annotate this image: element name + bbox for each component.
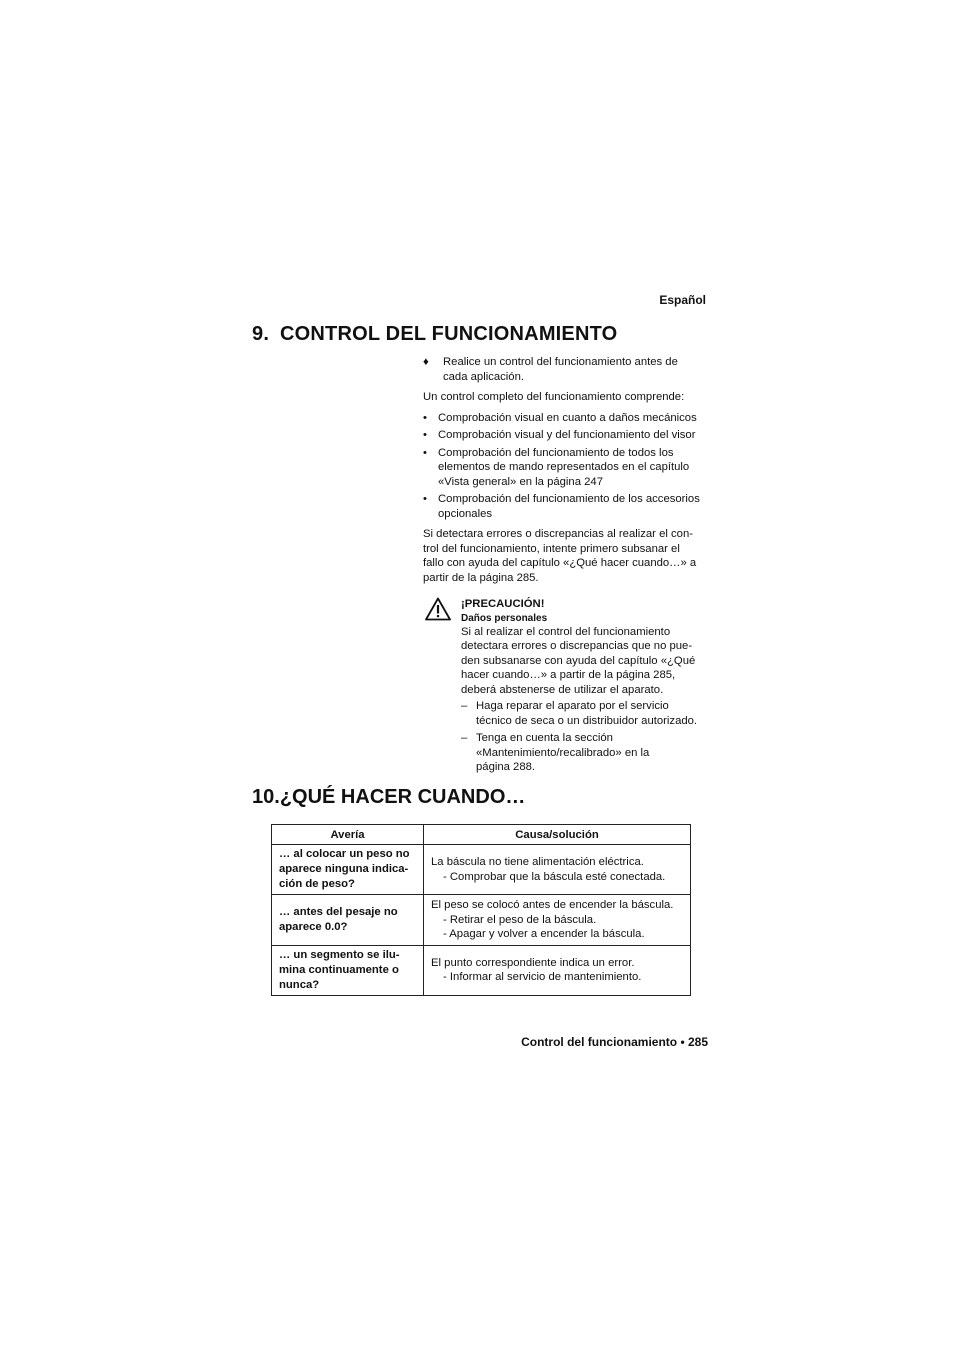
paragraph-line: partir de la página 285. [423,571,539,584]
bullet-line: opcionales [438,507,493,520]
section-10-title: ¿QUÉ HACER CUANDO… [279,786,526,808]
caution-line: hacer cuando…» a partir de la página 285, [461,669,676,681]
caution-dash-item [461,699,713,728]
bullet-line: Comprobación visual y del funcionamiento del visor [438,429,696,441]
dash-line: «Mantenimiento/recalibrado» en la [476,746,650,759]
table-header-fault: Avería [272,825,424,845]
bullet-icon: • [423,493,427,505]
cause-text: El punto correspondiente indica un error. [431,956,635,969]
cause-text: El peso se colocó antes de encender la báscula. [431,899,674,911]
page-footer: Control del funcionamiento • 285 [521,1035,708,1049]
table-row [272,895,691,946]
warning-triangle-icon [425,597,451,621]
diamond-icon: ♦ [423,356,429,368]
paragraph-line: Si detectara errores o discrepancias al realizar el con- [423,528,693,540]
caution-box [423,597,713,775]
caution-title: ¡PRECAUCIÓN! [461,598,545,610]
paragraph [423,527,713,585]
caution-subtitle: Daños personales [461,612,548,624]
section-10-heading [252,786,525,809]
table-row [272,845,691,895]
bullet-line: elementos de mando representados en el capítulo [438,461,690,473]
paragraph-line: fallo con ayuda del capítulo «¿Qué hacer cuando…» a [423,557,697,569]
fault-line: mina continuamente o [279,963,399,976]
section-9-body [423,355,713,775]
dash-line: técnico de seca o un distribuidor autorizado. [476,714,698,727]
bullet-line: «Vista general» en la página 247 [438,475,603,488]
table-header-cause: Causa/solución [424,825,691,845]
cause-cell [424,945,691,995]
bullet-line: Comprobación visual en cuanto a daños mecánicos [438,411,697,424]
solution-line: - Comprobar que la báscula esté conectada. [443,870,666,883]
dash-line: Haga reparar el aparato por el servicio [476,700,669,712]
fault-line: aparece 0.0? [279,920,348,933]
instruction-line: cada aplicación. [443,370,525,383]
fault-line: ción de peso? [279,878,355,890]
instruction-line: Realice un control del funcionamiento antes de [443,356,678,368]
dash-icon: – [461,732,468,744]
caution-dash-item [461,731,713,775]
fault-cell [272,845,424,895]
solution-line: - Informar al servicio de mantenimiento. [443,971,642,983]
dash-line: página 288. [476,761,536,773]
cause-cell [424,895,691,946]
dash-icon: – [461,700,468,712]
fault-line: aparece ninguna indica- [279,863,409,875]
intro-text: Un control completo del funcionamiento comprende: [423,391,685,403]
caution-line: deberá abstenerse de utilizar el aparato. [461,683,664,696]
bullet-item [423,411,713,426]
dash-line: Tenga en cuenta la sección [476,732,613,744]
caution-line: detectara errores o discrepancias que no pue- [461,640,693,652]
language-label: Español [659,293,706,307]
fault-cell [272,895,424,946]
paragraph-line: trol del funcionamiento, intente primero subsanar el [423,542,680,555]
section-9-title: CONTROL DEL FUNCIONAMIENTO [280,323,618,345]
bullet-icon: • [423,411,427,424]
fault-line: … al colocar un peso no [279,848,410,860]
solution-line: - Apagar y volver a encender la báscula. [443,928,645,940]
bullet-item [423,428,713,443]
table-header-row [272,825,691,845]
section-10-number: 10. [252,786,280,808]
section-9-number: 9. [252,323,270,345]
troubleshooting-table [271,824,691,996]
cause-cell [424,845,691,895]
cause-text: La báscula no tiene alimentación eléctrica. [431,856,644,868]
bullet-line: Comprobación del funcionamiento de los accesorios [438,493,700,505]
section-9-heading [252,323,617,346]
bullet-item [423,446,713,490]
bullet-line: Comprobación del funcionamiento de todos los [438,446,674,459]
table-row [272,945,691,995]
fault-line: nunca? [279,978,320,991]
fault-line: … antes del pesaje no [279,905,398,918]
caution-line: Si al realizar el control del funcionamiento [461,625,671,638]
caution-text [461,625,713,698]
solution-line: - Retirar el peso de la báscula. [443,913,597,926]
bullet-item [423,492,713,521]
bullet-icon: • [423,446,427,459]
fault-line: … un segmento se ilu- [279,948,400,961]
bullet-icon: • [423,429,427,441]
caution-line: den subsanarse con ayuda del capítulo «¿Qué [461,654,696,667]
instruction-item [423,355,713,384]
fault-cell [272,945,424,995]
